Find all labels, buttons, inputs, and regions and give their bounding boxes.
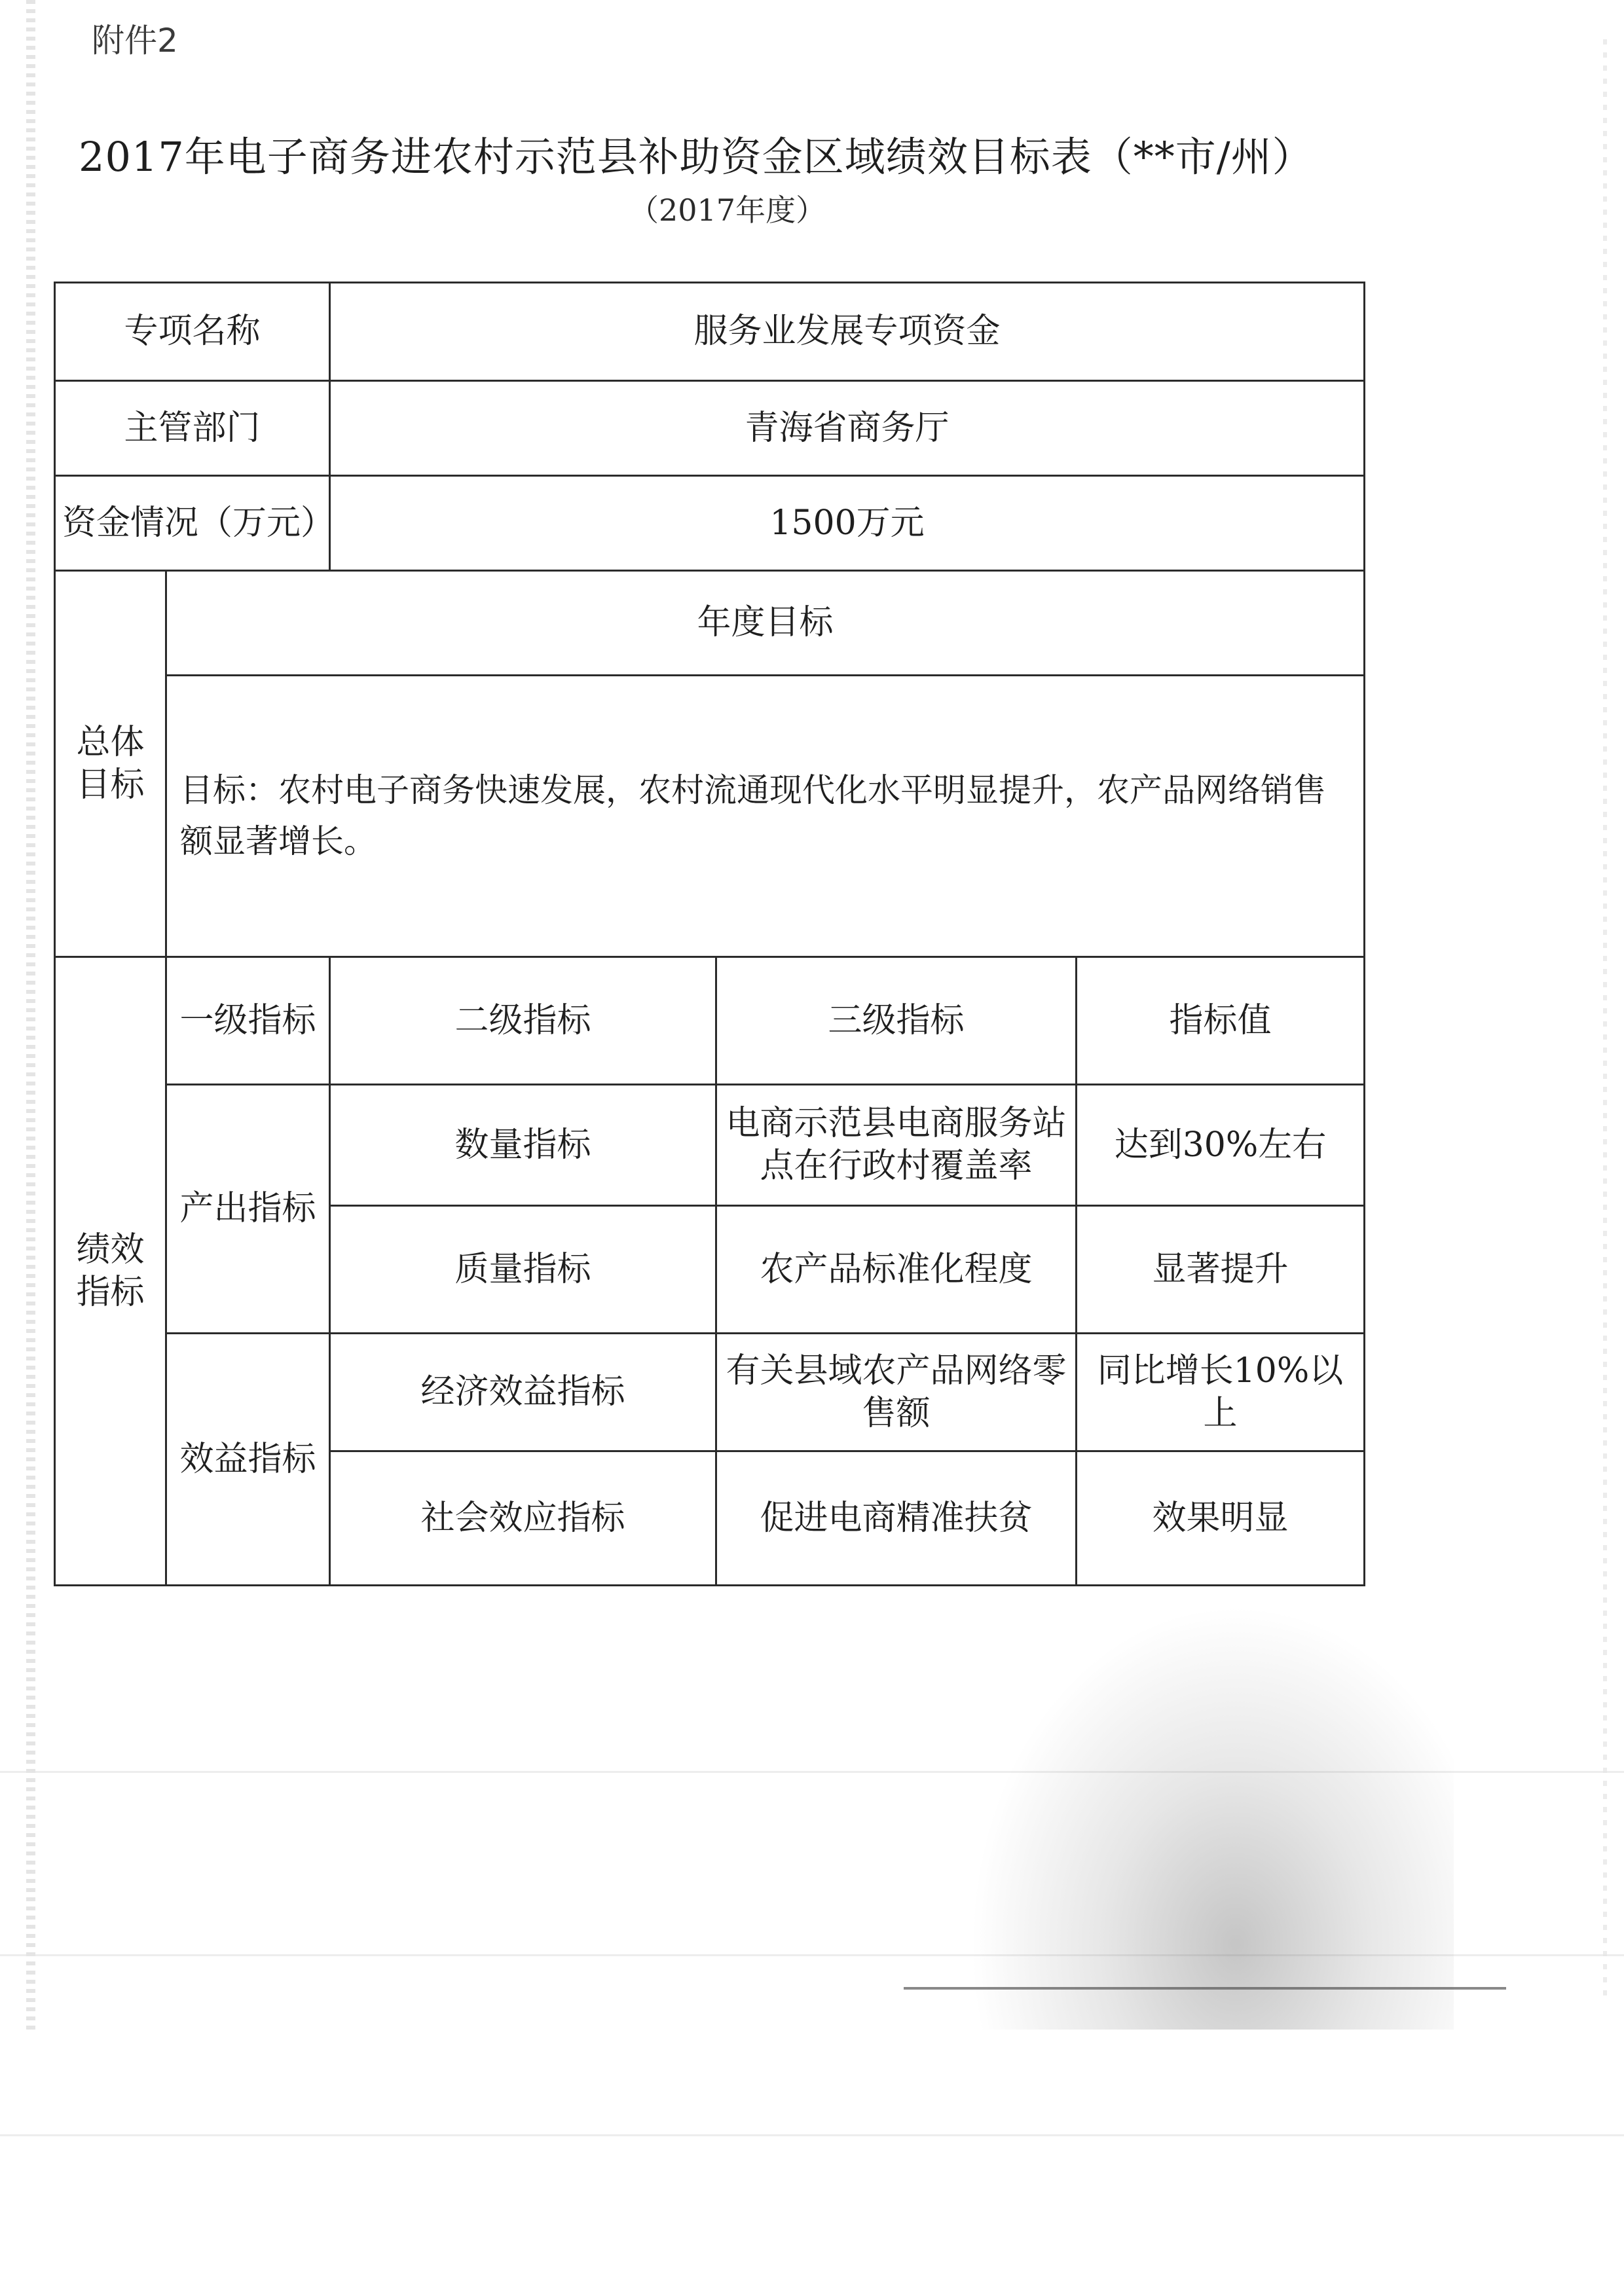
- annual-goal-header: 年度目标: [166, 571, 1365, 676]
- level2-cell: 数量指标: [330, 1085, 716, 1206]
- value-cell: 同比增长10%以上: [1077, 1334, 1365, 1451]
- header-level3: 三级指标: [716, 957, 1077, 1085]
- benefit-indicator-label: 效益指标: [166, 1334, 330, 1586]
- value-cell: 显著提升: [1077, 1206, 1365, 1334]
- indicator-row: [55, 1334, 1365, 1451]
- info-row-funding: [55, 476, 1365, 571]
- level3-cell: 有关县域农产品网络零售额: [716, 1334, 1077, 1451]
- header-value: 指标值: [1077, 957, 1365, 1085]
- indicator-row: [55, 1085, 1365, 1206]
- department-label: 主管部门: [55, 381, 330, 476]
- scan-line: [904, 1987, 1506, 1990]
- project-name-label: 专项名称: [55, 283, 330, 381]
- header-level2: 二级指标: [330, 957, 716, 1085]
- annual-goal-row: [55, 676, 1365, 957]
- document-title: 2017年电子商务进农村示范县补助资金区域绩效目标表（**市/州）: [79, 133, 1314, 181]
- funding-label: 资金情况（万元）: [55, 476, 330, 571]
- performance-label: 绩效指标: [55, 957, 166, 1586]
- level3-cell: 农产品标准化程度: [716, 1206, 1077, 1334]
- scan-edge-right: [1603, 39, 1607, 2003]
- header-level1: 一级指标: [166, 957, 330, 1085]
- level3-cell: 电商示范县电商服务站点在行政村覆盖率: [716, 1085, 1077, 1206]
- scan-band: [0, 2134, 1624, 2136]
- annual-goal-header-row: [55, 571, 1365, 676]
- value-cell: 达到30%左右: [1077, 1085, 1365, 1206]
- value-cell: 效果明显: [1077, 1451, 1365, 1586]
- performance-target-table: [54, 282, 1365, 1586]
- performance-header-row: [55, 957, 1365, 1085]
- department-value: 青海省商务厅: [330, 381, 1365, 476]
- level2-cell: 质量指标: [330, 1206, 716, 1334]
- funding-value: 1500万元: [330, 476, 1365, 571]
- info-row-department: [55, 381, 1365, 476]
- project-name-value: 服务业发展专项资金: [330, 283, 1365, 381]
- level2-cell: 经济效益指标: [330, 1334, 716, 1451]
- level3-cell: 促进电商精准扶贫: [716, 1451, 1077, 1586]
- scan-speckle: [969, 1604, 1454, 2030]
- attachment-label: 附件2: [92, 22, 178, 60]
- output-indicator-label: 产出指标: [166, 1085, 330, 1334]
- info-row-project-name: [55, 283, 1365, 381]
- level2-cell: 社会效应指标: [330, 1451, 716, 1586]
- overall-goal-label: 总体目标: [55, 571, 166, 957]
- scan-edge-left: [26, 0, 35, 2030]
- annual-goal-text: 目标：农村电子商务快速发展，农村流通现代化水平明显提升，农产品网络销售额显著增长。: [166, 676, 1365, 957]
- document-subtitle: （2017年度）: [629, 192, 826, 228]
